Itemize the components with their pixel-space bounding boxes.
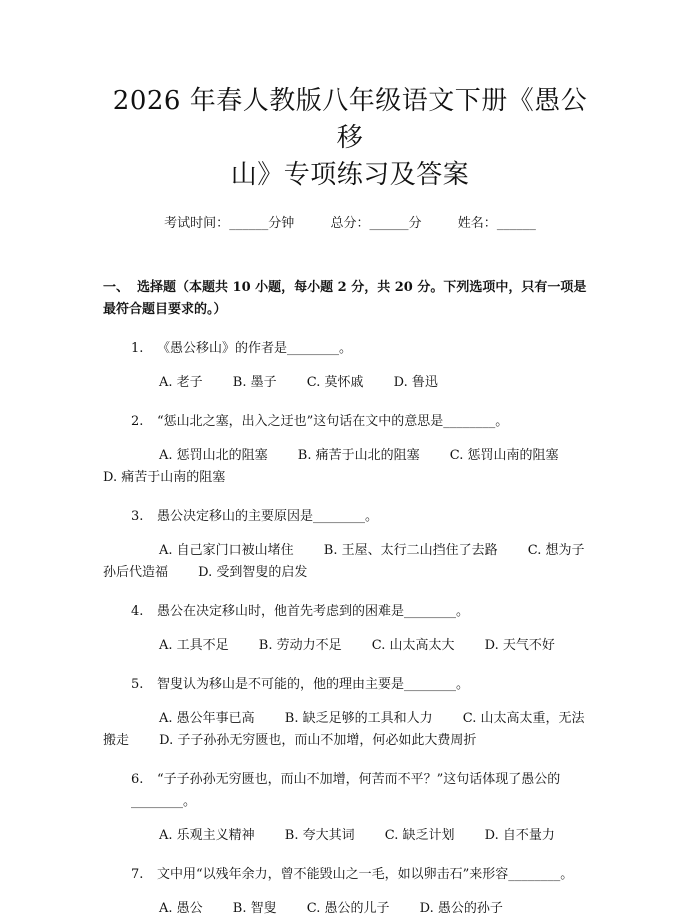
question-number: 6.	[131, 772, 144, 787]
name-blank: ______	[496, 216, 536, 231]
time-unit: 分钟	[268, 216, 295, 231]
option-c: C. 山太高太重，无法搬走	[103, 711, 585, 748]
question-text: 愚公在决定移山时，他首先考虑到的困难是________。	[157, 604, 470, 619]
option-d: D. 痛苦于山南的阻塞	[103, 470, 226, 485]
question	[103, 674, 597, 752]
question-options	[103, 708, 597, 752]
option-c: C. 愚公的儿子	[306, 901, 390, 916]
section-number: 一、	[103, 280, 130, 295]
option-d: D. 天气不好	[484, 638, 555, 653]
question-stem	[103, 769, 597, 813]
option-c: C. 惩罚山南的阻塞	[449, 448, 559, 463]
option-d: D. 自不量力	[484, 828, 555, 843]
option-a: A. 自己家门口被山堵住	[159, 543, 294, 558]
document-title	[103, 0, 597, 194]
option-c: C. 缺乏计划	[384, 828, 455, 843]
option-b: B. 墨子	[232, 375, 277, 390]
question-text: 文中用“以残年余力，曾不能毁山之一毛，如以卵击石”来形容________。	[157, 867, 574, 882]
question-stem	[103, 674, 597, 696]
question-number: 4.	[131, 604, 144, 619]
section-text: 选择题（本题共 10 小题，每小题 2 分，共 20 分。下列选项中，只有一项是最符合题目要求的。）	[103, 280, 587, 317]
question-number: 5.	[131, 677, 144, 692]
option-a: A. 乐观主义精神	[159, 828, 255, 843]
name-label: 姓名：	[457, 216, 497, 231]
question-stem	[103, 601, 597, 623]
option-b: B. 痛苦于山北的阻塞	[297, 448, 420, 463]
option-c: C. 山太高太大	[371, 638, 455, 653]
question-options	[103, 540, 597, 584]
question-options	[103, 825, 597, 847]
score-unit: 分	[408, 216, 422, 231]
option-a: A. 老子	[159, 375, 203, 390]
option-b: B. 王屋、太行二山挡住了去路	[323, 543, 498, 558]
question	[103, 769, 597, 847]
question	[103, 411, 597, 489]
exam-meta	[103, 215, 597, 233]
option-c: C. 想为子孙后代造福	[103, 543, 585, 580]
score-blank: ______	[369, 216, 409, 231]
question-options	[103, 898, 597, 920]
question-number: 7.	[131, 867, 144, 882]
question-number: 2.	[131, 414, 144, 429]
question-text: 愚公决定移山的主要原因是________。	[157, 509, 379, 524]
option-a: A. 愚公	[159, 901, 203, 916]
question-stem	[103, 338, 597, 360]
option-c: C. 莫怀戚	[306, 375, 364, 390]
question-text: “惩山北之塞，出入之迂也”这句话在文中的意思是________。	[157, 414, 509, 429]
title-line-1: 2026 年春人教版八年级语文下册《愚公移	[112, 86, 588, 153]
title-line-2: 山》专项练习及答案	[230, 160, 470, 190]
option-d: D. 鲁迅	[393, 375, 438, 390]
option-a: A. 愚公年事已高	[159, 711, 255, 726]
option-b: B. 劳动力不足	[258, 638, 342, 653]
question-options	[103, 445, 597, 489]
question-text: 智叟认为移山是不可能的，他的理由主要是________。	[157, 677, 470, 692]
option-b: B. 缺乏足够的工具和人力	[284, 711, 433, 726]
option-b: B. 智叟	[232, 901, 277, 916]
option-d: D. 受到智叟的启发	[198, 565, 308, 580]
option-b: B. 夸大其词	[284, 828, 355, 843]
question-stem	[103, 864, 597, 886]
question	[103, 338, 597, 394]
option-a: A. 惩罚山北的阻塞	[159, 448, 268, 463]
option-a: A. 工具不足	[159, 638, 229, 653]
question-stem	[103, 411, 597, 433]
question	[103, 864, 597, 920]
question	[103, 601, 597, 657]
question-options	[103, 635, 597, 657]
score-label: 总分：	[330, 216, 370, 231]
question-text: “子子孙孙无穷匮也，而山不加增，何苦而不平？”这句话体现了愚公的________。	[131, 772, 561, 809]
time-blank: ______	[229, 216, 269, 231]
question-text: 《愚公移山》的作者是________。	[157, 341, 353, 356]
question	[103, 506, 597, 584]
question-number: 1.	[131, 341, 144, 356]
question-number: 3.	[131, 509, 144, 524]
option-d: D. 愚公的孙子	[419, 901, 503, 916]
question-stem	[103, 506, 597, 528]
option-d: D. 子子孙孙无穷匮也，而山不加增，何必如此大费周折	[159, 733, 477, 748]
time-label: 考试时间：	[164, 216, 230, 231]
section-heading	[103, 277, 597, 321]
question-options	[103, 372, 597, 394]
